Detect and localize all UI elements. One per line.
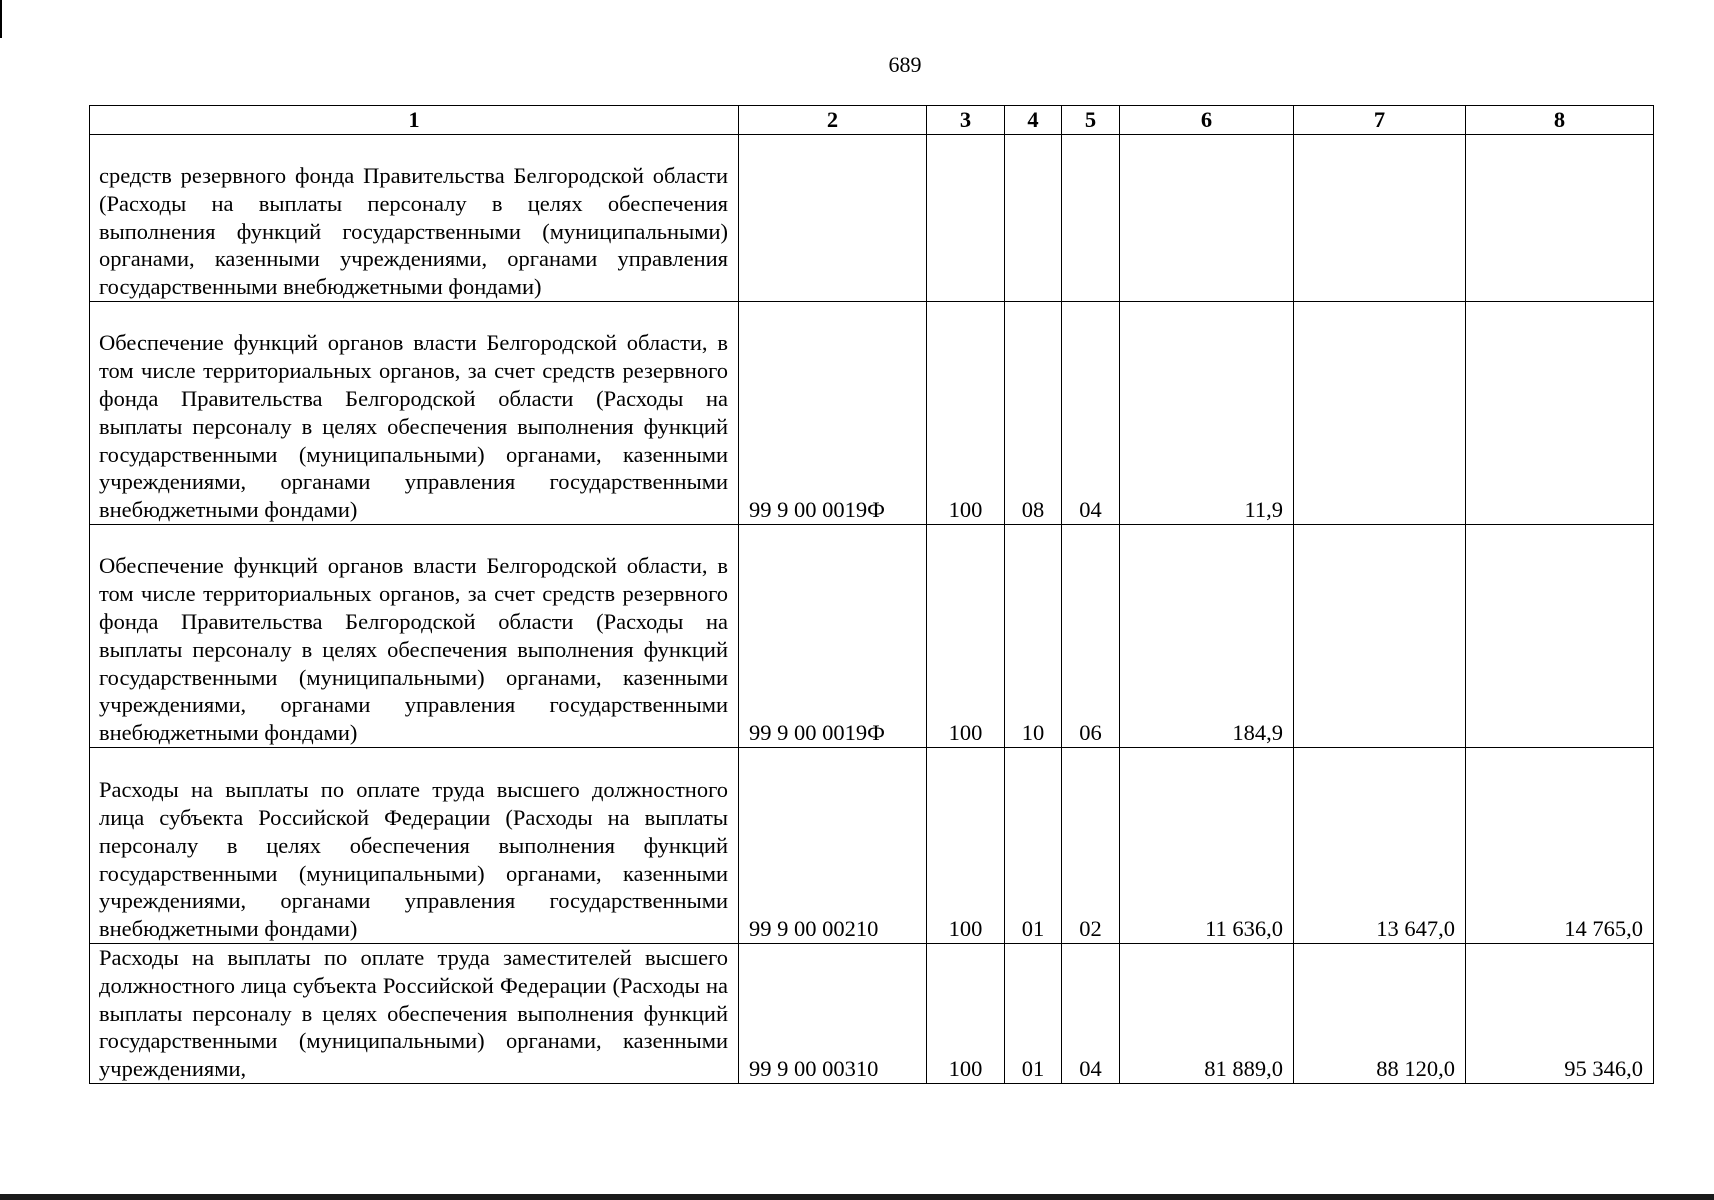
row-description: Обеспечение функций органов власти Белгородской области, в том числе территориальных органов, за счет средств резервного фонда Правительства Белгородской области (Расходы на выплаты персоналу в целях обеспечения выполнения функций государственными (муниципальными) органами, казенными учреждениями, органами управления государственными внебюджетными фондами) <box>90 302 739 525</box>
row-col-5: 04 <box>1062 944 1120 1084</box>
row-description: средств резервного фонда Правительства Белгородской области (Расходы на выплаты персоналу в целях обеспечения выполнения функций государственными (муниципальными) органами, казенными учреждениями, органами управления государственными внебюджетными фондами) <box>90 135 739 302</box>
row-code: 99 9 00 00310 <box>739 944 927 1084</box>
table-header-row <box>90 106 1654 135</box>
row-col-4: 01 <box>1005 944 1062 1084</box>
row-col-5: 04 <box>1062 302 1120 525</box>
header-col-3: 3 <box>927 106 1005 135</box>
row-col-4: 10 <box>1005 525 1062 748</box>
scan-edge-bottom <box>0 1194 1714 1200</box>
row-code: 99 9 00 00210 <box>739 748 927 944</box>
row-col-3: 100 <box>927 748 1005 944</box>
table-row <box>90 748 1654 944</box>
row-description: Обеспечение функций органов власти Белгородской области, в том числе территориальных органов, за счет средств резервного фонда Правительства Белгородской области (Расходы на выплаты персоналу в целях обеспечения выполнения функций государственными (муниципальными) органами, казенными учреждениями, органами управления государственными внебюджетными фондами) <box>90 525 739 748</box>
budget-table <box>89 105 1654 1084</box>
table-row <box>90 135 1654 302</box>
row-col-3: 100 <box>927 302 1005 525</box>
row-col-6 <box>1120 135 1294 302</box>
table-row <box>90 302 1654 525</box>
row-col-4 <box>1005 135 1062 302</box>
row-col-4: 01 <box>1005 748 1062 944</box>
row-col-8 <box>1466 302 1654 525</box>
row-code: 99 9 00 0019Ф <box>739 302 927 525</box>
row-description: Расходы на выплаты по оплате труда заместителей высшего должностного лица субъекта Российской Федерации (Расходы на выплаты персоналу в целях обеспечения выполнения функций государственными (муниципальными) органами, казенными учреждениями, <box>90 944 739 1084</box>
row-col-7 <box>1294 135 1466 302</box>
row-col-8: 14 765,0 <box>1466 748 1654 944</box>
row-col-6: 184,9 <box>1120 525 1294 748</box>
row-col-6: 81 889,0 <box>1120 944 1294 1084</box>
row-col-8: 95 346,0 <box>1466 944 1654 1084</box>
header-col-6: 6 <box>1120 106 1294 135</box>
header-col-2: 2 <box>739 106 927 135</box>
row-code: 99 9 00 0019Ф <box>739 525 927 748</box>
row-col-7: 13 647,0 <box>1294 748 1466 944</box>
header-col-1: 1 <box>90 106 739 135</box>
row-col-3: 100 <box>927 525 1005 748</box>
table-row <box>90 525 1654 748</box>
row-col-5: 06 <box>1062 525 1120 748</box>
row-col-3 <box>927 135 1005 302</box>
scan-edge-left <box>0 0 2 38</box>
row-col-4: 08 <box>1005 302 1062 525</box>
page-number: 689 <box>888 52 922 77</box>
row-col-5 <box>1062 135 1120 302</box>
row-col-8 <box>1466 525 1654 748</box>
header-col-5: 5 <box>1062 106 1120 135</box>
row-col-3: 100 <box>927 944 1005 1084</box>
header-col-7: 7 <box>1294 106 1466 135</box>
table-row <box>90 944 1654 1084</box>
row-code <box>739 135 927 302</box>
row-col-5: 02 <box>1062 748 1120 944</box>
header-col-4: 4 <box>1005 106 1062 135</box>
row-col-6: 11,9 <box>1120 302 1294 525</box>
row-col-7: 88 120,0 <box>1294 944 1466 1084</box>
row-col-6: 11 636,0 <box>1120 748 1294 944</box>
row-col-8 <box>1466 135 1654 302</box>
row-col-7 <box>1294 302 1466 525</box>
row-description: Расходы на выплаты по оплате труда высшего должностного лица субъекта Российской Федерации (Расходы на выплаты персоналу в целях обеспечения выполнения функций государственными (муниципальными) органами, казенными учреждениями, органами управления государственными внебюджетными фондами) <box>90 748 739 944</box>
header-col-8: 8 <box>1466 106 1654 135</box>
row-col-7 <box>1294 525 1466 748</box>
